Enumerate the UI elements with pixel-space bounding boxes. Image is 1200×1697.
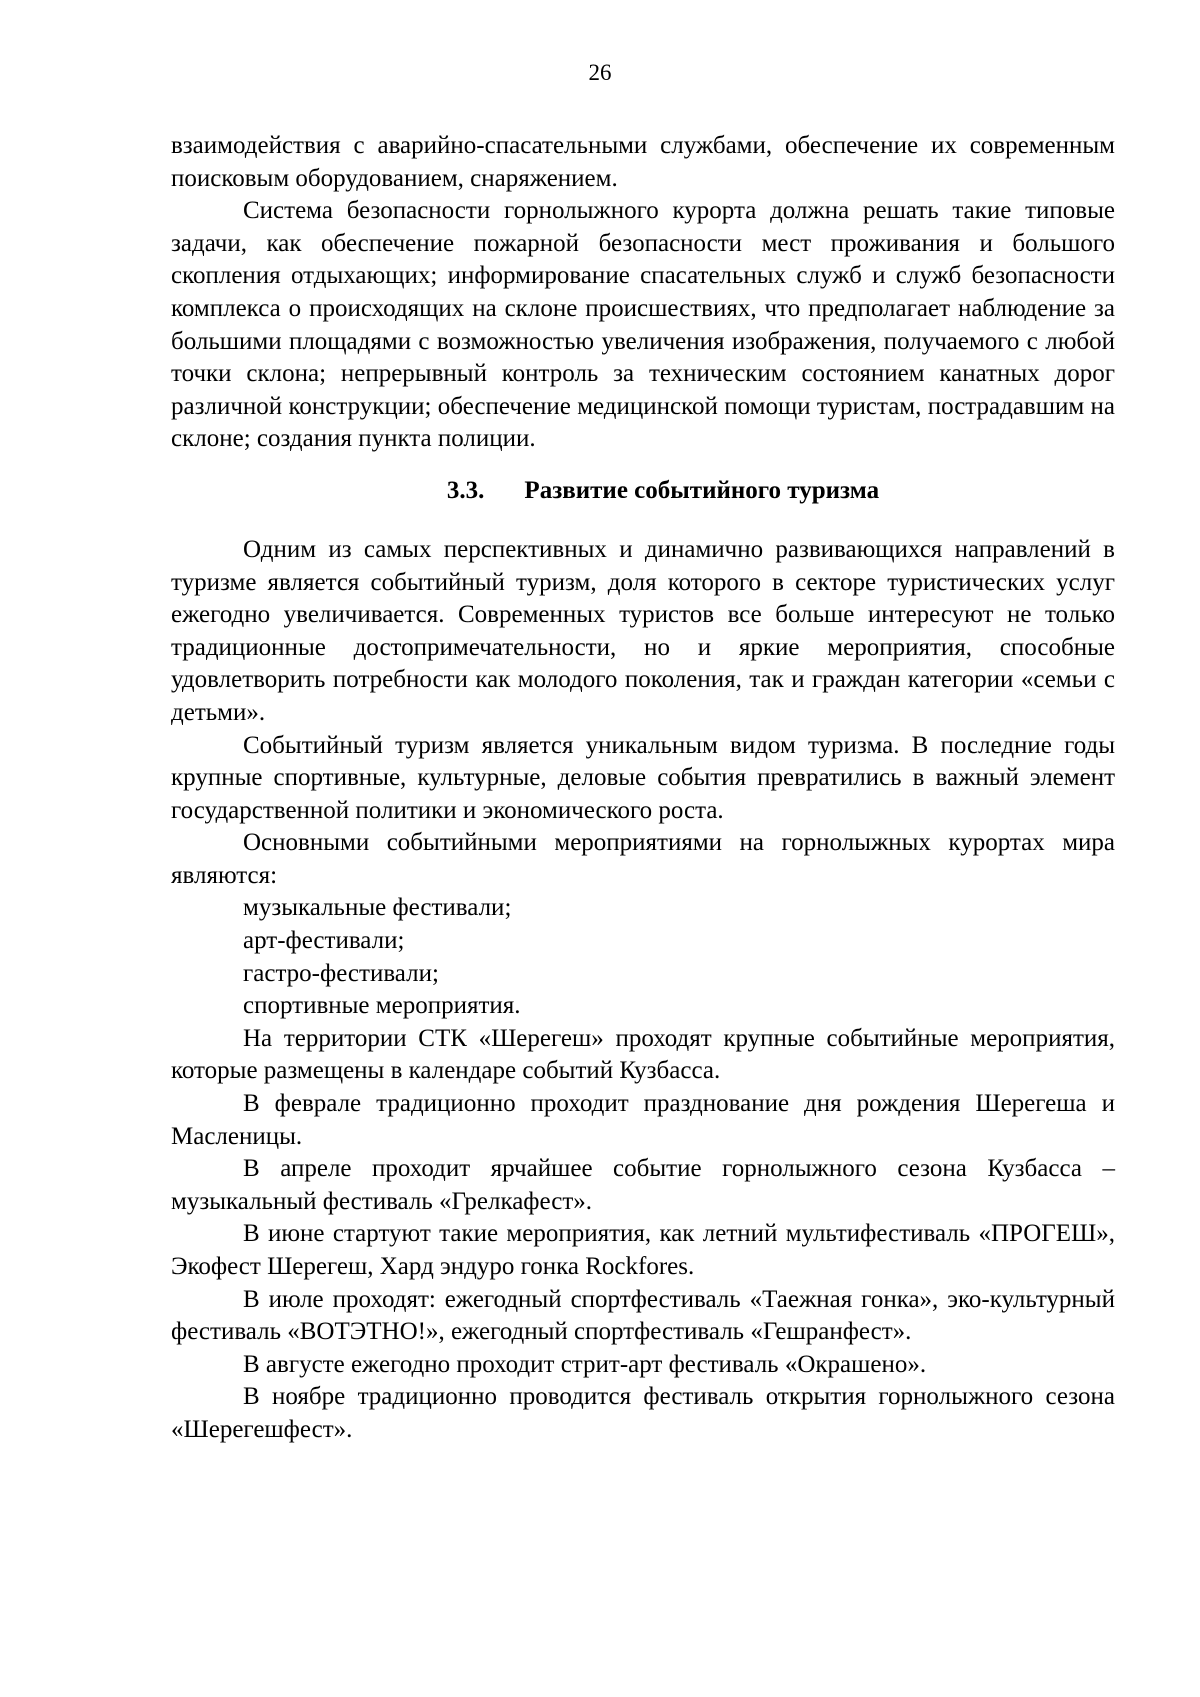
paragraph-continuation: взаимодействия с аварийно-спасательными службами, обеспечение их современным поисковым оборудованием, снаряжением.: [171, 132, 1115, 192]
list-item: гастро-фестивали;: [243, 959, 439, 987]
paragraph-june: В июне стартуют такие мероприятия, как летний мультифестиваль «ПРОГЕШ», Экофест Шерегеш, Хард эндуро гонка Rockfores.: [171, 1220, 1115, 1280]
page-content: [171, 130, 1115, 1447]
section-title: Развитие событийного туризма: [524, 476, 880, 504]
list-item: спортивные мероприятия.: [243, 992, 521, 1020]
paragraph-july: В июле проходят: ежегодный спортфестиваль «Таежная гонка», эко-культурный фестиваль «ВОТЭТНО!», ежегодный спортфестиваль «Гешранфест».: [171, 1285, 1115, 1346]
paragraph-november: В ноябре традиционно проводится фестиваль открытия горнолыжного сезона «Шерегешфест».: [171, 1383, 1115, 1443]
section-number: 3.3.: [446, 476, 485, 504]
page-number: 26: [588, 60, 612, 85]
paragraph-event-tourism-unique: Событийный туризм является уникальным видом туризма. В последние годы крупные спортивные, культурные, деловые события превратились в важный элемент государственной политики и экономического роста.: [171, 731, 1115, 824]
events-list: [171, 892, 1115, 1022]
paragraph-april: В апреле проходит ярчайшее событие горнолыжного сезона Кузбасса – музыкальный фестиваль «Грелкафест».: [171, 1155, 1115, 1215]
list-item: арт-фестивали;: [243, 927, 405, 955]
list-item: музыкальные фестивали;: [243, 894, 512, 922]
paragraph-event-tourism-intro: Одним из самых перспективных и динамично развивающихся направлений в туризме является событийный туризм, доля которого в секторе туристических услуг ежегодно увеличивается. Современных туристов все больше интересуют не только традиционные достопримечательности, но и яркие мероприятия, способные удовлетворить потребности как молодого поколения, так и граждан категории «семьи с детьми».: [171, 535, 1115, 726]
section-heading: [171, 474, 1115, 508]
paragraph-august: В августе ежегодно проходит стрит-арт фестиваль «Окрашено».: [243, 1350, 927, 1378]
paragraph-main-events: Основными событийными мероприятиями на горнолыжных курортах мира являются:: [171, 829, 1115, 889]
paragraph-security-system: Система безопасности горнолыжного курорта должна решать такие типовые задачи, как обеспечение пожарной безопасности мест проживания и большого скопления отдыхающих; информирование спасательных служб и служб безопасности комплекса о происходящих на склоне происшествиях, что предполагает наблюдение за большими площадями с возможностью увеличения изображения, получаемого с любой точки склона; непрерывный контроль за техническим состоянием канатных дорог различной конструкции; обеспечение медицинской помощи туристам, пострадавшим на склоне; создания пункта полиции.: [171, 197, 1115, 453]
paragraph-sheregesh-events: На территории СТК «Шерегеш» проходят крупные событийные мероприятия, которые размещены в календаре событий Кузбасса.: [171, 1024, 1115, 1085]
paragraph-february: В феврале традиционно проходит празднование дня рождения Шерегеша и Масленицы.: [171, 1090, 1115, 1150]
